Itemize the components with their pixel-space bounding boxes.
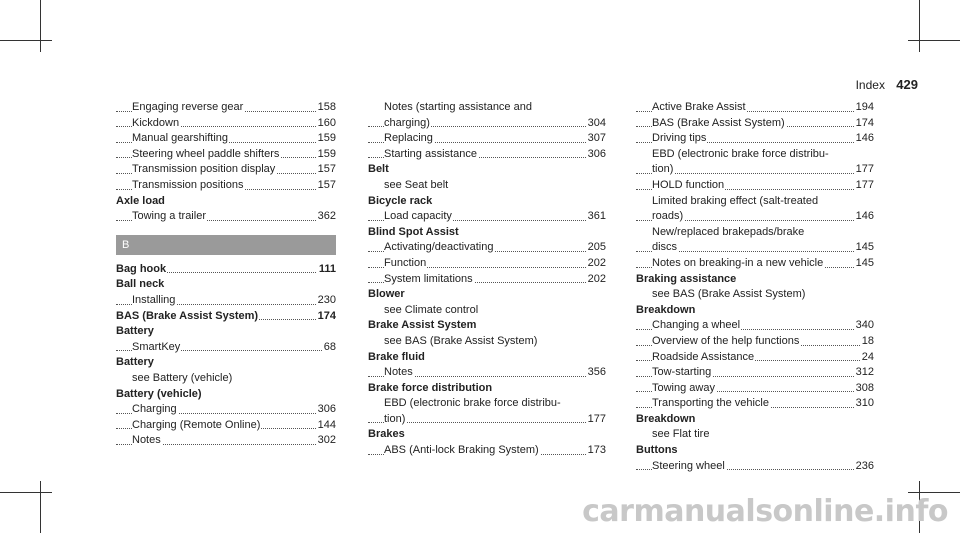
entry-page-number[interactable]: 306 — [586, 147, 606, 163]
index-entry — [116, 324, 336, 340]
entry-text: HOLD function — [652, 178, 725, 191]
entry-page-number[interactable]: 362 — [316, 209, 336, 225]
index-subentry — [368, 178, 606, 194]
entry-page-number[interactable]: 205 — [586, 240, 606, 256]
index-subentry[interactable] — [116, 433, 336, 449]
entry-text: Starting assistance — [384, 147, 477, 160]
entry-page-number[interactable]: 146 — [854, 209, 874, 225]
index-subentry[interactable] — [368, 147, 606, 163]
index-column-2 — [368, 100, 606, 459]
entry-page-number[interactable]: 146 — [854, 131, 874, 147]
entry-page-number[interactable]: 306 — [316, 402, 336, 418]
entry-page-number[interactable]: 361 — [586, 209, 606, 225]
index-entry — [116, 194, 336, 210]
index-subentry[interactable] — [636, 116, 874, 132]
entry-page-number[interactable]: 144 — [316, 418, 336, 434]
index-entry — [368, 162, 606, 178]
entry-text: charging) — [384, 116, 430, 129]
entry-page-number[interactable]: 159 — [316, 147, 336, 163]
entry-text: Notes — [132, 434, 161, 447]
index-entry — [636, 443, 874, 459]
index-subentry[interactable] — [636, 381, 874, 397]
index-subentry[interactable] — [368, 365, 606, 381]
index-entry — [116, 387, 336, 403]
entry-text: Ball neck — [116, 278, 165, 291]
entry-text: Buttons — [636, 444, 678, 457]
index-entry[interactable] — [116, 309, 336, 325]
index-subentry — [368, 396, 606, 412]
entry-page-number[interactable]: 194 — [854, 100, 874, 116]
entry-page-number[interactable]: 340 — [854, 318, 874, 334]
index-column-3 — [636, 100, 874, 474]
index-subentry[interactable] — [636, 459, 874, 475]
entry-page-number[interactable]: 174 — [854, 116, 874, 132]
index-subentry[interactable] — [636, 100, 874, 116]
index-subentry[interactable] — [116, 162, 336, 178]
entry-text: Tow-starting — [652, 366, 712, 379]
index-subentry[interactable] — [368, 240, 606, 256]
index-subentry[interactable] — [636, 396, 874, 412]
index-subentry — [636, 287, 874, 303]
index-subentry — [116, 371, 336, 387]
watermark: carmanualsonline.info — [582, 494, 948, 529]
index-subentry[interactable] — [368, 131, 606, 147]
index-subentry[interactable] — [636, 365, 874, 381]
index-subentry[interactable] — [368, 443, 606, 459]
index-entry — [368, 225, 606, 241]
index-subentry[interactable] — [368, 412, 606, 428]
entry-text: Bag hook — [116, 262, 167, 275]
entry-page-number[interactable]: 157 — [316, 162, 336, 178]
entry-page-number[interactable]: 24 — [860, 350, 874, 366]
crop-mark — [0, 40, 52, 41]
index-subentry[interactable] — [116, 178, 336, 194]
entry-page-number[interactable]: 111 — [317, 262, 336, 278]
entry-page-number[interactable]: 173 — [586, 443, 606, 459]
index-subentry[interactable] — [636, 209, 874, 225]
index-entry — [116, 277, 336, 293]
index-subentry[interactable] — [116, 293, 336, 309]
entry-text: New/replaced brakepads/brake — [652, 225, 805, 238]
entry-text: Installing — [132, 293, 176, 306]
entry-text: Battery (vehicle) — [116, 387, 202, 400]
entry-page-number[interactable]: 230 — [316, 293, 336, 309]
index-entry — [368, 318, 606, 334]
entry-page-number[interactable]: 177 — [854, 162, 874, 178]
entry-text: Axle load — [116, 194, 165, 207]
index-subentry[interactable] — [636, 240, 874, 256]
index-subentry[interactable] — [368, 256, 606, 272]
entry-page-number[interactable]: 158 — [316, 100, 336, 116]
entry-text: Battery — [116, 325, 154, 338]
entry-text: Roadside Assistance — [652, 350, 755, 363]
entry-text: Breakdown — [636, 412, 696, 425]
entry-text: Charging (Remote Online) — [132, 418, 261, 431]
index-subentry[interactable] — [636, 178, 874, 194]
crop-mark — [908, 40, 960, 41]
entry-text: Brake Assist System — [368, 319, 477, 332]
index-subentry — [368, 334, 606, 350]
entry-text: Bicycle rack — [368, 194, 433, 207]
entry-text: Brake force distribution — [368, 381, 493, 394]
entry-text: see Battery (vehicle) — [132, 371, 233, 384]
index-subentry — [368, 303, 606, 319]
entry-text: discs — [652, 241, 678, 254]
entry-page-number[interactable]: 159 — [316, 131, 336, 147]
entry-text: Kickdown — [132, 116, 180, 129]
entry-page-number[interactable]: 157 — [316, 178, 336, 194]
entry-text: Notes (starting assistance and — [384, 101, 532, 113]
index-subentry — [636, 225, 874, 241]
entry-text: Brake fluid — [368, 350, 425, 363]
entry-text: Load capacity — [384, 210, 452, 223]
entry-page-number[interactable]: 177 — [854, 178, 874, 194]
index-entry — [368, 381, 606, 397]
header-label: Index — [855, 78, 885, 92]
index-subentry — [636, 147, 874, 163]
index-subentry[interactable] — [368, 272, 606, 288]
index-subentry[interactable] — [368, 209, 606, 225]
entry-page-number[interactable]: 312 — [854, 365, 874, 381]
entry-text: BAS (Brake Assist System) — [116, 309, 259, 322]
entry-text: Replacing — [384, 132, 433, 145]
entry-text: Blower — [368, 288, 405, 301]
entry-text: Charging — [132, 403, 177, 416]
crop-mark — [40, 0, 41, 52]
entry-text: Towing away — [652, 381, 715, 394]
entry-text: Braking assistance — [636, 272, 737, 285]
entry-text: see Climate control — [384, 303, 479, 316]
entry-text: Limited braking effect (salt-treated — [652, 194, 819, 207]
entry-page-number[interactable]: 310 — [854, 396, 874, 412]
index-subentry[interactable] — [116, 147, 336, 163]
index-entry — [636, 272, 874, 288]
entry-text: Breakdown — [636, 303, 696, 316]
entry-text: Manual gearshifting — [132, 132, 229, 145]
index-letter-heading: B — [116, 235, 336, 255]
index-subentry — [636, 427, 874, 443]
entry-text: SmartKey — [132, 340, 181, 353]
entry-text: Towing a trailer — [132, 210, 206, 223]
index-entry — [368, 287, 606, 303]
crop-mark — [919, 0, 920, 52]
entry-page-number[interactable]: 308 — [854, 381, 874, 397]
entry-text: Driving tips — [652, 132, 707, 145]
index-subentry[interactable] — [636, 131, 874, 147]
index-subentry[interactable] — [116, 131, 336, 147]
index-entry — [368, 427, 606, 443]
entry-page-number[interactable]: 145 — [854, 240, 874, 256]
index-subentry[interactable] — [636, 334, 874, 350]
index-subentry[interactable] — [116, 100, 336, 116]
entry-text: Steering wheel — [652, 459, 725, 472]
entry-page-number[interactable]: 202 — [586, 256, 606, 272]
entry-text: BAS (Brake Assist System) — [652, 116, 785, 129]
entry-text: see BAS (Brake Assist System) — [384, 334, 538, 347]
index-subentry[interactable] — [116, 402, 336, 418]
entry-text: tion) — [652, 163, 674, 176]
index-subentry[interactable] — [116, 209, 336, 225]
index-entry[interactable] — [116, 262, 336, 278]
entry-text: EBD (electronic brake force distribu- — [384, 397, 561, 410]
entry-text: ABS (Anti-lock Braking System) — [384, 444, 539, 457]
entry-text: Transmission position display — [132, 163, 276, 176]
index-subentry — [368, 100, 606, 116]
entry-text: Activating/deactivating — [384, 241, 494, 254]
index-entry — [368, 194, 606, 210]
entry-page-number[interactable]: 18 — [860, 334, 874, 350]
index-entry — [636, 303, 874, 319]
crop-mark — [0, 492, 52, 493]
entry-text: see Seat belt — [384, 178, 449, 191]
entry-text: Function — [384, 256, 427, 269]
entry-text: Notes — [384, 366, 413, 379]
entry-text: Transporting the vehicle — [652, 397, 769, 410]
index-subentry[interactable] — [116, 418, 336, 434]
index-entry — [368, 350, 606, 366]
crop-mark — [908, 492, 960, 493]
index-subentry[interactable] — [636, 350, 874, 366]
entry-text: see BAS (Brake Assist System) — [652, 288, 806, 301]
entry-text: tion) — [384, 412, 406, 425]
index-subentry[interactable] — [116, 116, 336, 132]
entry-text: System limitations — [384, 272, 473, 285]
entry-page-number[interactable]: 202 — [586, 272, 606, 288]
index-subentry — [636, 194, 874, 210]
entry-text: Changing a wheel — [652, 319, 741, 332]
entry-page-number[interactable]: 174 — [316, 309, 336, 325]
entry-page-number[interactable]: 356 — [586, 365, 606, 381]
index-column-1 — [116, 100, 336, 449]
entry-text: Steering wheel paddle shifters — [132, 147, 280, 160]
entry-text: Active Brake Assist — [652, 101, 746, 113]
entry-text: Battery — [116, 356, 154, 369]
entry-text: Engaging reverse gear — [132, 101, 244, 113]
crop-mark — [40, 481, 41, 533]
page-header — [856, 77, 918, 92]
index-subentry[interactable] — [636, 318, 874, 334]
entry-page-number[interactable]: 307 — [586, 131, 606, 147]
entry-text: Brakes — [368, 428, 405, 441]
entry-page-number[interactable]: 236 — [854, 459, 874, 475]
index-subentry[interactable] — [636, 162, 874, 178]
index-subentry[interactable] — [636, 256, 874, 272]
entry-page-number[interactable]: 302 — [316, 433, 336, 449]
index-subentry[interactable] — [116, 340, 336, 356]
entry-text: Belt — [368, 163, 389, 176]
entry-text: see Flat tire — [652, 428, 710, 441]
entry-page-number[interactable]: 160 — [316, 116, 336, 132]
entry-text: Transmission positions — [132, 178, 244, 191]
entry-text: Notes on breaking-in a new vehicle — [652, 256, 824, 269]
entry-text: Overview of the help functions — [652, 334, 800, 347]
entry-page-number[interactable]: 68 — [322, 340, 336, 356]
index-subentry[interactable] — [368, 116, 606, 132]
index-entry — [116, 355, 336, 371]
entry-text: roads) — [652, 210, 684, 223]
entry-text: Blind Spot Assist — [368, 225, 459, 238]
entry-text: EBD (electronic brake force distribu- — [652, 147, 829, 160]
entry-page-number[interactable]: 145 — [854, 256, 874, 272]
entry-page-number[interactable]: 304 — [586, 116, 606, 132]
entry-page-number[interactable]: 177 — [586, 412, 606, 428]
index-entry — [636, 412, 874, 428]
page-number: 429 — [896, 77, 918, 92]
